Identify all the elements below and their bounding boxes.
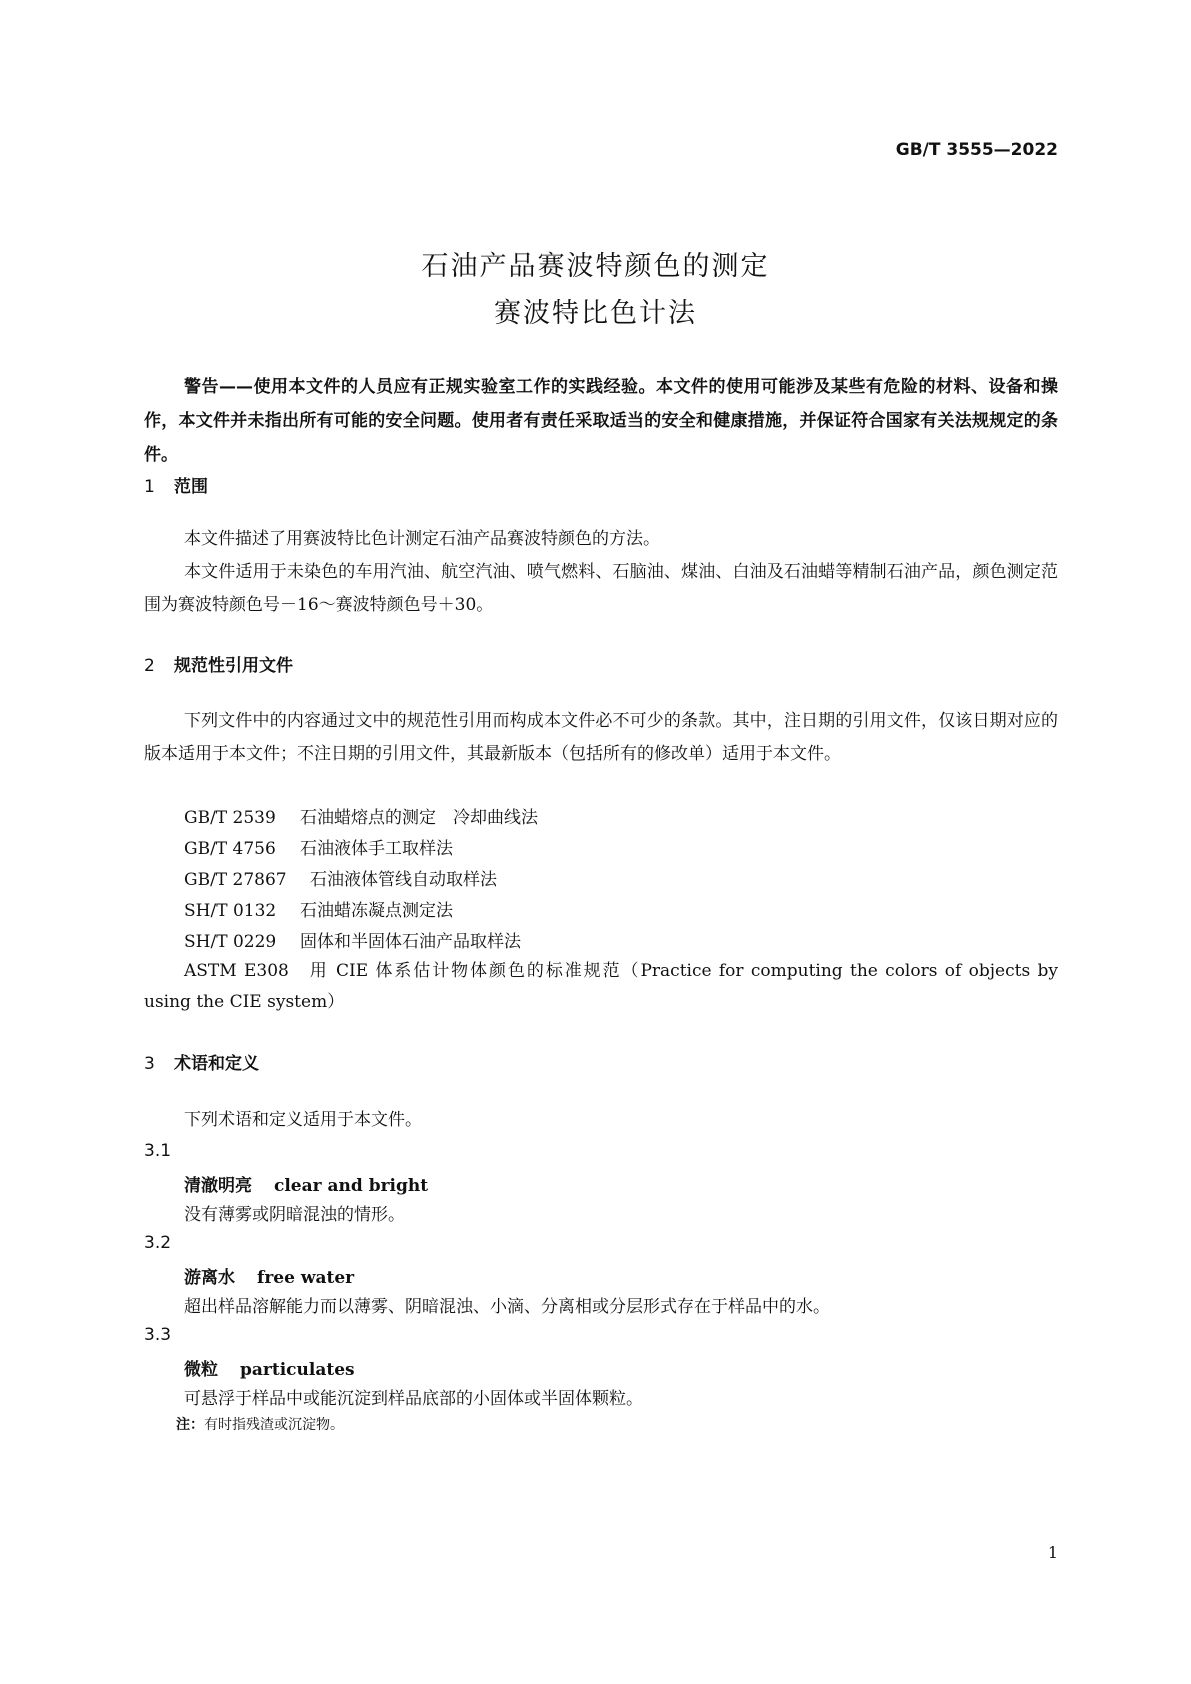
- section-title: 术语和定义: [174, 1054, 259, 1074]
- reference-code: SH/T 0229: [184, 932, 277, 952]
- reference-code: GB/T 27867: [184, 870, 287, 890]
- term-definition: 可悬浮于样品中或能沉淀到样品底部的小固体或半固体颗粒。: [184, 1389, 643, 1409]
- term-zh: 微粒: [184, 1360, 218, 1380]
- term-number: 3.3: [144, 1325, 172, 1345]
- term-heading: [184, 1171, 428, 1196]
- section-title: 规范性引用文件: [174, 656, 293, 676]
- section-2-heading: [144, 651, 293, 676]
- reference-code: GB/T 4756: [184, 839, 276, 859]
- reference-title: 石油液体管线自动取样法: [310, 870, 497, 890]
- term-number: 3.1: [144, 1141, 172, 1161]
- reference-item: [184, 896, 453, 921]
- note-label: 注：: [176, 1417, 204, 1433]
- document-title-line2: 赛波特比色计法: [494, 298, 697, 329]
- paragraph: 下列文件中的内容通过文中的规范性引用而构成本文件必不可少的条款。其中，注日期的引用文件，仅该日期对应的版本适用于本文件；不注日期的引用文件，其最新版本（包括所有的修改单）适用于本文件。: [144, 711, 1058, 764]
- term-number: 3.2: [144, 1233, 172, 1253]
- paragraph: 下列术语和定义适用于本文件。: [184, 1110, 422, 1130]
- standard-code: GB/T 3555—2022: [895, 140, 1058, 160]
- term-zh: 清澈明亮: [184, 1176, 252, 1196]
- document-title-line1: 石油产品赛波特颜色的测定: [421, 251, 770, 282]
- section-3-heading: [144, 1049, 259, 1074]
- page-number: 1: [1047, 1543, 1058, 1562]
- section-number: 3: [144, 1054, 155, 1074]
- reference-title: 石油液体手工取样法: [300, 839, 453, 859]
- term-heading: [184, 1263, 354, 1288]
- reference-code: GB/T 2539: [184, 808, 276, 828]
- section-number: 1: [144, 477, 155, 497]
- term-en: clear and bright: [274, 1176, 429, 1196]
- term-definition: 超出样品溶解能力而以薄雾、阴暗混浊、小滴、分离相或分层形式存在于样品中的水。: [184, 1297, 830, 1317]
- reference-code: SH/T 0132: [184, 901, 277, 921]
- reference-item: [184, 865, 497, 890]
- term-en: particulates: [240, 1360, 355, 1380]
- term-definition: 没有薄雾或阴暗混浊的情形。: [184, 1205, 405, 1225]
- section-1-heading: [144, 472, 208, 497]
- safety-warning: 警告——使用本文件的人员应有正规实验室工作的实践经验。本文件的使用可能涉及某些有危险的材料、设备和操作，本文件并未指出所有可能的安全问题。使用者有责任采取适当的安全和健康措施，并保证符合国家有关法规规定的条件。: [144, 377, 1058, 465]
- section-number: 2: [144, 656, 155, 676]
- reference-item: [184, 834, 453, 859]
- reference-title: 固体和半固体石油产品取样法: [300, 932, 521, 952]
- term-zh: 游离水: [184, 1268, 235, 1288]
- section-title: 范围: [174, 477, 208, 497]
- note-text: 有时指残渣或沉淀物。: [204, 1417, 344, 1433]
- astm-reference: ASTM E308 用 CIE 体系估计物体颜色的标准规范（Practice for computing the colors of objects by using the CIE system）: [144, 961, 1058, 1012]
- reference-title: 石油蜡冻凝点测定法: [300, 901, 453, 921]
- reference-title: 石油蜡熔点的测定 冷却曲线法: [300, 808, 538, 828]
- reference-item: [184, 803, 538, 828]
- note: [176, 1414, 344, 1434]
- paragraph: 本文件描述了用赛波特比色计测定石油产品赛波特颜色的方法。: [184, 529, 660, 549]
- paragraph: 本文件适用于未染色的车用汽油、航空汽油、喷气燃料、石脑油、煤油、白油及石油蜡等精制石油产品，颜色测定范围为赛波特颜色号－16～赛波特颜色号＋30。: [144, 562, 1058, 615]
- term-en: free water: [257, 1268, 355, 1288]
- term-heading: [184, 1355, 355, 1380]
- reference-item: [184, 927, 521, 952]
